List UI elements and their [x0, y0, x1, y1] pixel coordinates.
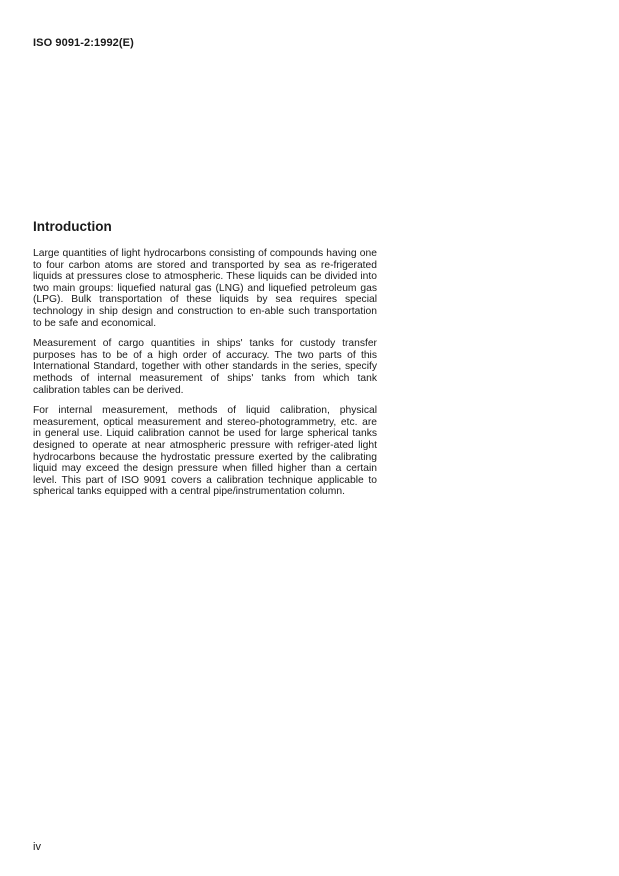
section-title: Introduction — [33, 219, 112, 234]
introduction-body — [33, 248, 377, 507]
paragraph-2: Measurement of cargo quantities in ships' tanks for custody transfer purposes has to be of a high order of accuracy. The two parts of this International Standard, together with other standards in the series, specify methods of internal measurement of ships' tanks from which tank calibration tables can be derived. — [33, 338, 377, 396]
page-number: iv — [33, 841, 41, 853]
document-id-header: ISO 9091-2:1992(E) — [33, 37, 134, 49]
paragraph-1: Large quantities of light hydrocarbons consisting of compounds having one to four carbon atoms are stored and transported by sea as re-frigerated liquids at pressures close to atmospheric. These liquids can be divided into two main groups: liquefied natural gas (LNG) and liquefied petroleum gas (LPG). Bulk transportation of these liquids by sea requires special technology in ship design and construction to en-able such transportation to be safe and economical. — [33, 248, 377, 329]
paragraph-3: For internal measurement, methods of liquid calibration, physical measurement, optical measurement and stereo-photogrammetry, etc. are in general use. Liquid calibration cannot be used for large spherical tanks designed to operate at near atmospheric pressure with refriger-ated light hydrocarbons because the hydrostatic pressure exerted by the calibrating liquid may exceed the design pressure when filled higher than a certain level. This part of ISO 9091 covers a calibration technique applicable to spherical tanks equipped with a central pipe/instrumentation column. — [33, 405, 377, 498]
